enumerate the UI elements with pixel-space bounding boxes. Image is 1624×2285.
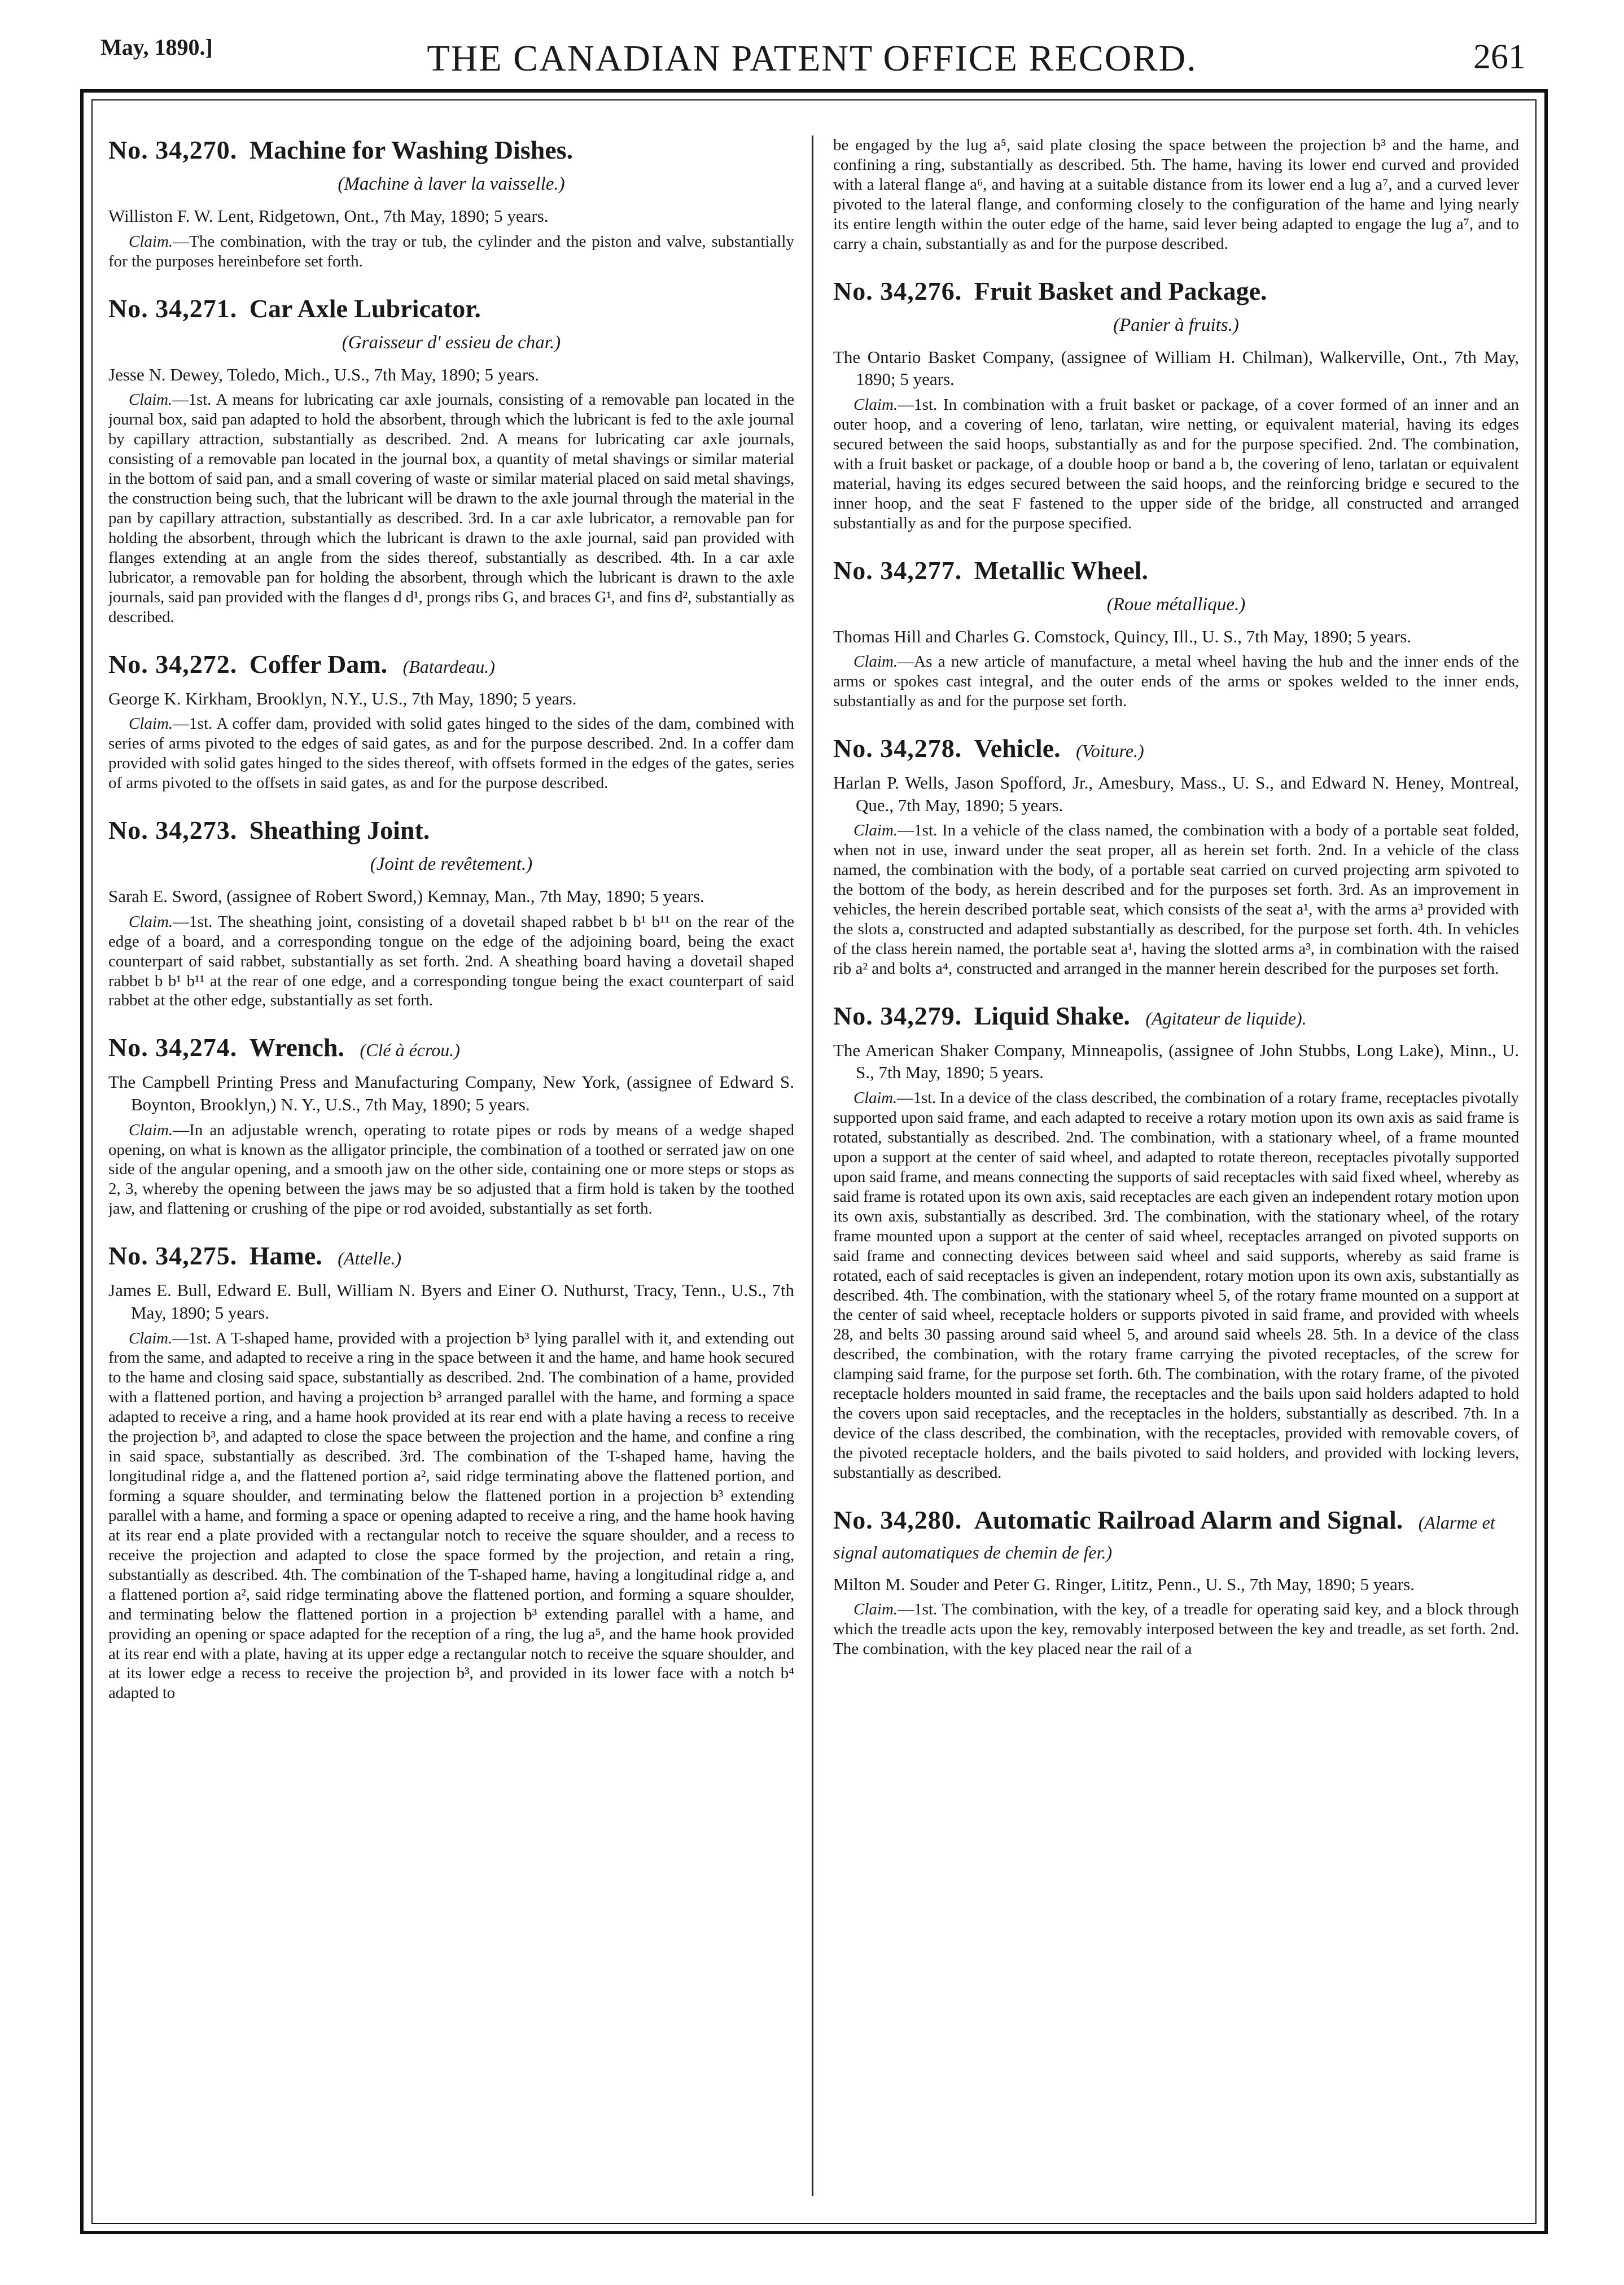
claim-label: Claim.: [129, 232, 173, 251]
patent-entry-34275: [108, 1241, 794, 1703]
claim-label: Claim.: [853, 821, 898, 840]
claim-label: Claim.: [129, 912, 173, 931]
patent-french-title: (Alarme et signal automatiques de chemin de fer.): [833, 1512, 1495, 1562]
patent-title: Vehicle.: [974, 734, 1061, 763]
claim-text: —The combination, with the tray or tub, the cylinder and the piston and valve, substantially for the purposes hereinbefore set forth.: [108, 232, 794, 270]
patent-number: No. 34,278.: [833, 734, 962, 763]
patent-inventor: Thomas Hill and Charles G. Comstock, Quincy, Ill., U. S., 7th May, 1890; 5 years.: [833, 626, 1412, 646]
patent-inventor: Sarah E. Sword, (assignee of Robert Sword,) Kemnay, Man., 7th May, 1890; 5 years.: [108, 886, 704, 907]
patent-french-title: (Panier à fruits.): [1113, 314, 1239, 335]
patent-french-title: (Joint de revêtement.): [370, 853, 533, 874]
patent-claim: [108, 1329, 794, 1704]
patent-french-title: (Voiture.): [1076, 741, 1144, 761]
patent-claim: [833, 821, 1519, 979]
patent-entry-34273: [108, 816, 794, 1010]
claim-label: Claim.: [853, 1600, 898, 1619]
patent-number: No. 34,279.: [833, 1001, 962, 1030]
patent-title: Sheathing Joint.: [249, 815, 430, 844]
patent-entry-34271: [108, 294, 794, 627]
patent-inventor: Harlan P. Wells, Jason Spofford, Jr., Amesbury, Mass., U. S., and Edward N. Heney, Montreal, Que., 7th May, 1890; 5 years.: [833, 773, 1519, 815]
patent-claim: [108, 1120, 794, 1219]
claim-text: —1st. A means for lubricating car axle journals, consisting of a removable pan located in the journal box, said pan adapted to hold the absorbent, through which the lubricant is fed to the axle journal by capillary attraction, substantially as described. 2nd. A means for lubricating car axle journals, consisting of a removable pan located in the journal box, a quantity of metal shavings or similar material in the bottom of said pan, and a small covering of waste or similar material placed on said metal shavings, the construction being such, that the lubricant will be drawn to the axle journal through the material in the pan by capillary attraction, substantially as described. 3rd. In a car axle lubricator, a removable pan for holding the absorbent, through which the lubricant is drawn to the axle journal, said pan provided with flanges extending at an angle from the sides thereof, substantially as described. 4th. In a car axle lubricator, a removable pan for holding the absorbent, through which the lubricant is drawn to the axle journals, said pan provided with the flanges d d¹, prongs ribs G, and braces G¹, and fins d², substantially as described.: [108, 391, 794, 626]
patent-title: Wrench.: [249, 1033, 344, 1062]
claim-text: —1st. A T-shaped hame, provided with a projection b³ lying parallel with it, and extending out from the same, and adapted to receive a ring in the space between it and the hame, and hame hook secured to the hame and closing said space, substantially as described. 2nd. The combination of a hame, provided with a flattened portion, and having a projection b³ arranged parallel with the hame, and forming a space adapted to receive a ring, and a hame hook provided at its rear end with a plate having a recess to receive the projection b³, and adapted to close the space between the projection and the hame, and confine a ring in said space, substantially as described. 3rd. The combination of the T-shaped hame, having the longitudinal ridge a, and the flattened portion a², said ridge terminating above the flattened portion, and forming a square shoulder, and terminating below the flattened portion in a projection b³ extending parallel with a hame, and forming a space or opening adapted to receive a ring, and the hame hook having at its rear end a plate provided with a rectangular notch to receive the square shoulder, and a recess to receive the projection and adapted to close the space formed by the projection, and retain a ring, substantially as described. 4th. The combination of the T-shaped hame, having a longitudinal ridge a, and a flattened portion a², said ridge terminating above the flattened portion, and forming a square shoulder, and terminating below the flattened portion in a projection b³ extending parallel with a hame, and providing an opening or space adapted for the reception of a ring, the lug a⁵, and the hame hook provided at its rear end with a plate, having at its upper edge a rectangular notch to receive the square shoulder, and at its lower edge a recess to receive the projection b³, and provided in its lower face with a notch b⁴ adapted to: [108, 1329, 794, 1702]
patent-number: No. 34,270.: [108, 135, 238, 164]
patent-french-title: (Machine à laver la vaisselle.): [338, 173, 565, 194]
patent-inventor: George K. Kirkham, Brooklyn, N.Y., U.S., 7th May, 1890; 5 years.: [108, 688, 577, 708]
column-divider: [812, 135, 813, 2196]
page-number: 261: [1473, 38, 1526, 76]
claim-text: —1st. A coffer dam, provided with solid gates hinged to the sides of the dam, combined with series of arms pivoted to the edges of said gates, as and for the purpose described. 2nd. In a coffer dam provided with solid gates hinged to the sides thereof, with offsets formed in the edges of the gates, series of arms pivoted to the offsets in said gates, as and for the purpose described.: [108, 715, 794, 792]
claim-text: —1st. In a vehicle of the class named, the combination with a body of a portable seat folded, when not in use, inward under the seat proper, all as herein set forth. 2nd. In a vehicle of the class named, the combination with the body, of a portable seat carried on curved projecting arm spivoted to the bottom of the body, as herein described and for the purposes set forth. 3rd. As an improvement in vehicles, the herein described portable seat, which consists of the seat a¹, with the arms a³ provided with the slots a, constructed and adapted substantially as described, for the purpose set forth. 4th. In vehicles of the class herein named, the portable seat a¹, having the slotted arms a³, in combination with the raised rib a² and bolts a⁴, constructed and arranged in the manner herein described for the purposes set forth.: [833, 821, 1519, 978]
patent-entry-34275-continued: [833, 135, 1519, 254]
patent-inventor: The Ontario Basket Company, (assignee of William H. Chilman), Walkerville, Ont., 7th May, 1890; 5 years.: [833, 347, 1519, 389]
patent-title: Fruit Basket and Package.: [974, 276, 1267, 305]
claim-label: Claim.: [853, 1089, 897, 1108]
patent-title: Coffer Dam.: [249, 649, 388, 679]
patent-entry-34277: [833, 556, 1519, 712]
patent-inventor: James E. Bull, Edward E. Bull, William N. Byers and Einer O. Nuthurst, Tracy, Tenn., U.S., 7th May, 1890; 5 years.: [108, 1280, 794, 1323]
patent-claim: [108, 912, 794, 1011]
claim-text: —1st. In a device of the class described, the combination of a rotary frame, receptacles pivotally supported upon said frame, and each adapted to receive a rotary motion upon its own axis as said frame is rotated, substantially as described. 2nd. The combination, with a stationary wheel, of a frame mounted upon a support at the center of said wheel, and adapted to rotate thereon, receptacles pivotally supported upon said frame, and means connecting the supports of said receptacles with said fixed wheel, whereby as said frame is rotated upon its own axis, said receptacles are each given an independent rotary motion upon its own axis, substantially as described. 3rd. The combination, with the stationary wheel, of the rotary frame mounted upon a support at the center of said wheel, receptacles arranged on pivoted supports on said frame and connecting devices between said wheel and said supports, whereby as said frame is rotated, each of said receptacles is given an independent, rotary motion upon its own axis, substantially as described. 4th. The combination, with the stationary wheel 5, of the rotary frame mounted on a support at the center of said wheel, receptacle holders or supports pivoted in said frame, and provided with wheels 28, and belts 30 passing around said wheel 5, and around said wheels 28. 5th. In a device of the class described, the combination, with the rotary frame carrying the pivoted receptacles, of the screw for clamping said frame, for the purpose set forth. 6th. The combination, with the rotary frame, of the pivoted receptacle holders mounted in said frame, the receptacles and the bails upon said holders adapted to hold the covers upon said receptacles, and the receptacles in the holders, substantially as described. 7th. In a device of the class described, the combination, with the receptacles, provided with removable covers, of the pivoted receptacle holders, and the bails pivoted to said holders, and provided with locking levers, substantially as described.: [833, 1089, 1519, 1482]
patent-heading: [108, 1241, 794, 1271]
claim-text: —1st. The combination, with the key, of a treadle for operating said key, and a block through which the treadle acts upon the key, removably interposed between the key and treadle, as set forth. 2nd. The combination, with the key placed near the rail of a: [833, 1600, 1519, 1658]
claim-label: Claim.: [853, 653, 898, 671]
patent-heading: [833, 556, 1519, 586]
patent-heading: [833, 1001, 1519, 1031]
patent-claim: [833, 1088, 1519, 1483]
patent-entry-34279: [833, 1001, 1519, 1483]
patent-number: No. 34,272.: [108, 649, 238, 679]
patent-title: Hame.: [249, 1241, 322, 1271]
journal-title: THE CANADIAN PATENT OFFICE RECORD.: [427, 38, 1197, 79]
patent-claim: [833, 395, 1519, 533]
patent-heading: [108, 816, 794, 846]
claim-text: —As a new article of manufacture, a metal wheel having the hub and the inner ends of the arms or spokes cast integral, and the outer ends of the arms or spokes welded to the inner ends, substantially as and for the purpose set forth.: [833, 653, 1519, 711]
patent-heading: [108, 1033, 794, 1063]
patent-number: No. 34,276.: [833, 276, 962, 305]
patent-claim: [833, 1600, 1519, 1659]
patent-inventor: Milton M. Souder and Peter G. Ringer, Lititz, Penn., U. S., 7th May, 1890; 5 years.: [833, 1574, 1415, 1594]
patent-claim: [108, 714, 794, 793]
patent-inventor: The American Shaker Company, Minneapolis, (assignee of John Stubbs, Long Lake), Minn., U. S., 7th May, 1890; 5 years.: [833, 1040, 1519, 1083]
patent-title: Machine for Washing Dishes.: [249, 135, 574, 164]
patent-entry-34270: [108, 135, 794, 272]
patent-number: No. 34,280.: [833, 1505, 962, 1534]
patent-heading: [108, 650, 794, 680]
patent-entry-34276: [833, 277, 1519, 533]
patent-inventor: Williston F. W. Lent, Ridgetown, Ont., 7th May, 1890; 5 years.: [108, 206, 549, 226]
patent-heading: [108, 294, 794, 324]
patent-entry-34272: [108, 650, 794, 793]
patent-number: No. 34,271.: [108, 294, 238, 323]
patent-inventor: The Campbell Printing Press and Manufacturing Company, New York, (assignee of Edward S. Boynton, Brooklyn,) N. Y., U.S., 7th May, 1890; 5 years.: [108, 1072, 794, 1114]
patent-title: Liquid Shake.: [974, 1001, 1130, 1030]
patent-entry-34274: [108, 1033, 794, 1219]
patent-french-title: (Roue métallique.): [1106, 594, 1246, 615]
patent-entry-34278: [833, 734, 1519, 979]
issue-date: May, 1890.]: [100, 34, 213, 60]
patent-number: No. 34,277.: [833, 555, 962, 585]
patent-title: Metallic Wheel.: [974, 555, 1149, 585]
patent-claim: [108, 390, 794, 627]
patent-heading: [833, 1505, 1519, 1565]
patent-french-title: (Batardeau.): [402, 656, 495, 677]
patent-entry-34280: [833, 1505, 1519, 1659]
patent-number: No. 34,275.: [108, 1241, 238, 1271]
patent-heading: [108, 135, 794, 165]
claim-label: Claim.: [853, 396, 898, 414]
claim-text: —1st. The sheathing joint, consisting of a dovetail shaped rabbet b b¹ b¹¹ on the rear of the edge of a board, and a corresponding tongue on the edge of the adjoining board, being the exact counterpart of said rabbet, substantially as set forth. 2nd. A sheathing board having a dovetail shaped rabbet b b¹ b¹¹ at the rear of one edge, and a corresponding tongue being the exact counterpart of said rabbet at the other edge, substantially as set forth.: [108, 912, 794, 1010]
patent-heading: [833, 277, 1519, 307]
claim-label: Claim.: [129, 391, 172, 409]
patent-claim-continued: be engaged by the lug a⁵, said plate closing the space between the projection b³ and the hame, and confining a ring, substantially as described. 5th. The hame, having its lower end curved and provided with a lateral flange a⁶, and having at a suitable distance from its lower end a lug a⁷, and a curved lever pivoted to the lateral flange, and conforming closely to the configuration of the hame and lying nearly its entire length within the outer edge of the hame, said lever being adapted to engage the lug a⁷, and to carry a chain, substantially as and for the purpose described.: [833, 136, 1519, 253]
patent-claim: [108, 232, 794, 272]
left-column: [108, 135, 794, 2201]
claim-label: Claim.: [129, 715, 173, 733]
patent-heading: [833, 734, 1519, 764]
patent-french-title: (Attelle.): [338, 1248, 402, 1269]
running-head: [0, 0, 1624, 85]
right-column: [833, 135, 1519, 2201]
claim-text: —1st. In combination with a fruit basket or package, of a cover formed of an inner and an outer hoop, and a covering of leno, tarlatan, wire netting, or equivalent material, having its edges secured between the said hoops, substantially as and for the purpose specified. 2nd. The combination, with a fruit basket or package, of a double hoop or band a b, the covering of leno, tarlatan or equivalent material, having its edges secured between the said hoops, and the reinforcing bridge e secured to the inner hoop, and the seat F fastened to the upper side of the bridge, all constructed and arranged substantially as and for the purpose specified.: [833, 396, 1519, 532]
patent-title: Automatic Railroad Alarm and Signal.: [974, 1505, 1403, 1534]
patent-number: No. 34,274.: [108, 1033, 238, 1062]
patent-claim: [833, 652, 1519, 711]
patent-number: No. 34,273.: [108, 815, 238, 844]
claim-label: Claim.: [129, 1329, 172, 1347]
patent-french-title: (Clé à écrou.): [360, 1040, 460, 1061]
patent-french-title: (Graisseur d' essieu de char.): [342, 332, 561, 353]
patent-inventor: Jesse N. Dewey, Toledo, Mich., U.S., 7th May, 1890; 5 years.: [108, 364, 539, 384]
claim-text: —In an adjustable wrench, operating to rotate pipes or rods by means of a wedge shaped opening, on what is known as the alligator principle, the combination of a toothed or serrated jaw on one side of the angular opening, and a smooth jaw on the other side, containing one or more steps or stops as 2, 3, whereby the opening between the jaws may be so adjusted that a firm hold is taken by the toothed jaw, and flattening or crushing of the pipe or rod avoided, substantially as set forth.: [108, 1120, 794, 1218]
patent-title: Car Axle Lubricator.: [249, 294, 481, 323]
patent-french-title: (Agitateur de liquide).: [1145, 1008, 1307, 1028]
claim-label: Claim.: [129, 1120, 173, 1139]
